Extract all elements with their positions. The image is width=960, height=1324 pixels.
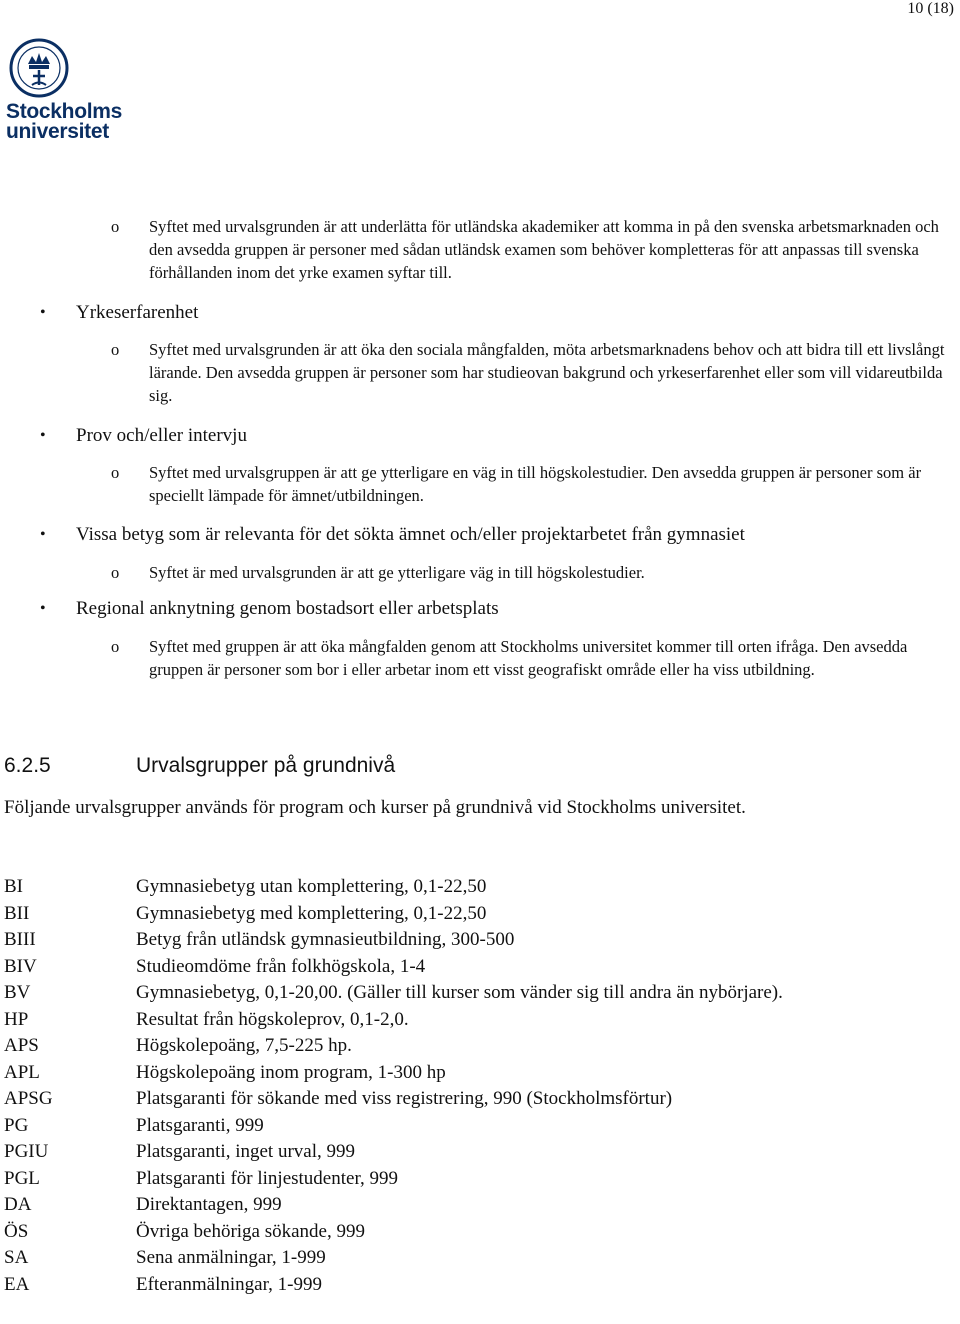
group-code: PGL	[4, 1167, 40, 1189]
akademiker-purpose-text: Syftet med urvalsgrunden är att underlätta för utländska akademiker att komma in på den svenska arbetsmarknaden och den avsedda gruppen är personer med sådan utländsk examen som behöver kompletteras för att anpassas till svenska förhållanden inom det yrke examen syftar till.	[149, 217, 939, 282]
sub-bullet-marker: o	[111, 340, 120, 359]
group-description: Högskolepoäng inom program, 1-300 hp	[136, 1061, 446, 1083]
group-row	[4, 1007, 824, 1034]
group-description: Gymnasiebetyg med komplettering, 0,1-22,50	[136, 902, 487, 924]
bullet-marker: •	[40, 526, 46, 543]
group-row	[4, 1166, 824, 1193]
intro-paragraph: Följande urvalsgrupper används för program och kurser på grundnivå vid Stockholms universitet.	[4, 797, 746, 818]
group-description: Direktantagen, 999	[136, 1194, 282, 1215]
group-code: BIV	[4, 955, 37, 977]
group-description: Studieomdöme från folkhögskola, 1-4	[136, 955, 426, 977]
group-row	[4, 980, 824, 1007]
bullet-marker: •	[40, 427, 46, 444]
logo-text-line1: Stockholms	[6, 100, 123, 123]
selection-groups-table	[4, 874, 824, 1298]
group-code: BII	[4, 902, 30, 924]
group-code: APSG	[4, 1088, 53, 1109]
page-number: 10 (18)	[907, 0, 954, 17]
university-logo	[6, 38, 126, 142]
group-code: HP	[4, 1008, 29, 1030]
group-description: Gymnasiebetyg, 0,1-20,00. (Gäller till kurser som vänder sig till andra än nybörjare).	[136, 982, 783, 1003]
group-row	[4, 1272, 824, 1299]
vissa-betyg-purpose-text: Syftet är med urvalsgrunden är att ge ytterligare väg in till högskolestudier.	[149, 563, 645, 582]
group-row	[4, 1219, 824, 1246]
group-description: Sena anmälningar, 1-999	[136, 1247, 326, 1268]
group-row	[4, 1060, 824, 1087]
bullet-marker: •	[40, 304, 46, 321]
yrkeserfarenhet-heading: Yrkeserfarenhet	[76, 302, 199, 323]
vissa-betyg-heading: Vissa betyg som är relevanta för det sökta ämnet och/eller projektarbetet från gymnasiet	[76, 524, 745, 545]
group-description: Gymnasiebetyg utan komplettering, 0,1-22,50	[136, 876, 487, 897]
prov-purpose-text: Syftet med urvalsgruppen är att ge ytterligare en väg in till högskolestudier. Den avsedda gruppen är personer som är speciellt lämpade för ämnet/utbildningen.	[149, 463, 922, 505]
logo-text-line2: universitet	[6, 120, 109, 143]
bullet-marker: •	[40, 600, 46, 617]
yrkeserfarenhet-purpose-text: Syftet med urvalsgrunden är att öka den sociala mångfalden, möta arbetsmarknadens behov och att bidra till ett livslångt lärande. Den avsedda gruppen är personer som har studieovan bakgrund och yrkeserfarenhet eller som vill vidareutbilda sig.	[149, 340, 945, 405]
group-code: PG	[4, 1114, 29, 1136]
group-code: EA	[4, 1273, 30, 1295]
group-row	[4, 1033, 824, 1060]
group-description: Platsgaranti för linjestudenter, 999	[136, 1167, 399, 1189]
crown-seal-icon	[8, 38, 70, 98]
group-code: BV	[4, 982, 31, 1003]
group-description: Platsgaranti för sökande med viss registrering, 990 (Stockholmsförtur)	[136, 1088, 673, 1109]
group-code: APS	[4, 1035, 39, 1056]
group-description: Resultat från högskoleprov, 0,1-2,0.	[136, 1008, 409, 1030]
group-row	[4, 874, 824, 901]
group-description: Platsgaranti, inget urval, 999	[136, 1141, 355, 1162]
sub-bullet-marker: o	[111, 463, 120, 482]
group-code: SA	[4, 1247, 29, 1268]
sub-bullet-marker: o	[111, 637, 120, 656]
group-row	[4, 1139, 824, 1166]
group-code: DA	[4, 1194, 32, 1215]
group-description: Övriga behöriga sökande, 999	[136, 1220, 365, 1242]
regional-purpose-text: Syftet med gruppen är att öka mångfalden genom att Stockholms universitet kommer till orten ifråga. Den avsedda gruppen är personer som bor i eller arbetar inom ett visst geografiskt område eller ha viss utbildning.	[149, 637, 908, 679]
sub-bullet-marker: o	[111, 563, 120, 582]
group-row	[4, 1245, 824, 1272]
regional-heading: Regional anknytning genom bostadsort eller arbetsplats	[76, 598, 499, 619]
section-number: 6.2.5	[4, 754, 51, 777]
group-row	[4, 954, 824, 981]
group-row	[4, 927, 824, 954]
sub-bullet-marker: o	[111, 217, 120, 236]
section-title: Urvalsgrupper på grundnivå	[136, 754, 396, 777]
group-row	[4, 1192, 824, 1219]
group-row	[4, 1113, 824, 1140]
group-code: ÖS	[4, 1220, 29, 1242]
group-code: APL	[4, 1061, 40, 1083]
group-row	[4, 901, 824, 928]
group-code: BIII	[4, 929, 36, 950]
group-row	[4, 1086, 824, 1113]
group-description: Platsgaranti, 999	[136, 1114, 264, 1136]
group-code: BI	[4, 876, 23, 897]
prov-heading: Prov och/eller intervju	[76, 425, 247, 446]
group-description: Betyg från utländsk gymnasieutbildning, 300-500	[136, 929, 515, 950]
group-description: Efteranmälningar, 1-999	[136, 1273, 323, 1295]
group-description: Högskolepoäng, 7,5-225 hp.	[136, 1035, 352, 1056]
group-code: PGIU	[4, 1141, 49, 1162]
